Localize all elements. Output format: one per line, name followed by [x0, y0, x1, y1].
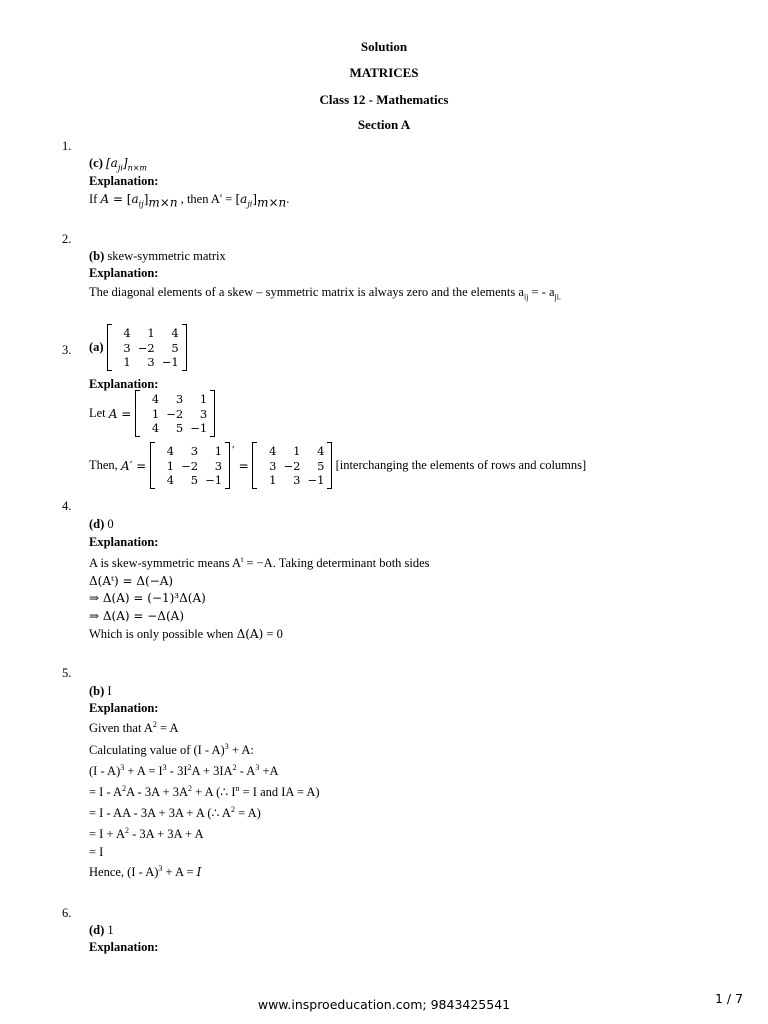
equation-line: $(I - A)^3 + A = I^3 - 3I^2A + 3IA^2 - A^3 +A$	[89, 762, 279, 778]
explanation-label: Explanation:	[89, 266, 159, 280]
explanation-text: A is skew-symmetric means $A^t = -A$. Taking determinant both sides	[89, 554, 430, 570]
answer-line	[89, 325, 187, 371]
equation-line: = $I + A^2 - 3A + 3A + A$	[89, 825, 204, 841]
equation-line: Δ(Aᵗ) = Δ(−A)	[89, 574, 174, 588]
question-number: 1.	[62, 139, 72, 153]
explanation-note: [interchanging the elements of rows and columns]	[335, 458, 587, 473]
answer-text: 1	[107, 923, 114, 937]
answer-option: (b)	[89, 249, 105, 263]
answer-line	[89, 922, 114, 939]
answer-option: (b)	[89, 684, 105, 698]
answer-line	[89, 516, 114, 533]
section-title: Section A	[357, 117, 411, 132]
answer-line	[89, 248, 226, 265]
matrix-a: 4 3 1 1 −2 3 4 5 −1	[135, 391, 215, 437]
explanation-text: Calculating value of (I - A)$^3$ + A:	[89, 741, 254, 757]
answer-option: (d)	[89, 517, 105, 531]
page-number: 1 / 7	[715, 991, 744, 1006]
answer-line	[89, 155, 147, 172]
question-number: 4.	[62, 499, 72, 513]
explanation-label: Explanation:	[89, 174, 159, 188]
explanation-text: Which is only possible when Δ(A) = 0	[89, 627, 283, 641]
equation-line: = $I - A^2A - 3A + 3A^2 + A$ (∴ $I^n = I$ and IA = A)	[89, 783, 320, 799]
question-number: 3.	[62, 343, 72, 357]
explanation-text: If $A = [a_{ij}]_{m\times n}$ , then $A' = [a_{ji}]_{m\times n}$.	[89, 192, 290, 210]
equation-line: ⇒ Δ(A) = −Δ(A)	[89, 609, 184, 623]
answer-line	[89, 683, 112, 700]
explanation-label: Explanation:	[89, 940, 159, 954]
equation-line: = I	[89, 845, 104, 859]
explanation-text: Hence, (I - A)$^3$ + A = I	[89, 863, 202, 879]
explanation-text: The diagonal elements of a skew – symmetric matrix is always zero and the elements $a_{ij}$ = - $a_{ji.}$	[89, 285, 561, 302]
footer-site: www.insproeducation.com; 9843425541	[257, 997, 511, 1012]
equation-line: = I - AA - 3A + 3A + A (∴ $A^2 = A$)	[89, 804, 261, 820]
explanation-label: Explanation:	[89, 701, 159, 715]
answer-math: $[a_{ji}]_{n\times m}$	[106, 156, 148, 173]
class-title: Class 12 - Mathematics	[319, 92, 449, 107]
explanation-label: Explanation:	[89, 535, 159, 549]
explanation-let: Let A = 4 3 1 1 −2 3 4 5 −1	[89, 391, 215, 437]
question-number: 2.	[62, 232, 72, 246]
equation-line: ⇒ Δ(A) = (−1)³Δ(A)	[89, 591, 206, 605]
answer-text: skew-symmetric matrix	[107, 249, 226, 263]
answer-option: (c)	[89, 156, 103, 170]
answer-option: (a)	[89, 340, 104, 355]
doc-title: Solution	[360, 39, 408, 54]
answer-option: (d)	[89, 923, 105, 937]
chapter-title: MATRICES	[349, 65, 419, 80]
question-number: 6.	[62, 906, 72, 920]
explanation-label: Explanation:	[89, 377, 159, 391]
matrix-a-transposed: 4 1 4 3 −2 5 1 3 −1	[252, 443, 332, 489]
matrix-a-transposed-expr: 4 3 1 1 −2 3 4 5 −1	[150, 443, 230, 489]
explanation-then: Then, A′ = 4 3 1 1 −2 3 4 5 −1 ′ = 4 1 4 3 −2 5 1 3 −1 [interchanging the elements of rows and columns]	[89, 444, 587, 487]
explanation-text: Given that $A^2 = A$	[89, 719, 179, 735]
question-number: 5.	[62, 666, 72, 680]
answer-text: 0	[107, 517, 114, 531]
answer-matrix: 4 1 4 3 −2 5 1 3 −1	[107, 325, 187, 371]
answer-text: I	[107, 684, 112, 698]
